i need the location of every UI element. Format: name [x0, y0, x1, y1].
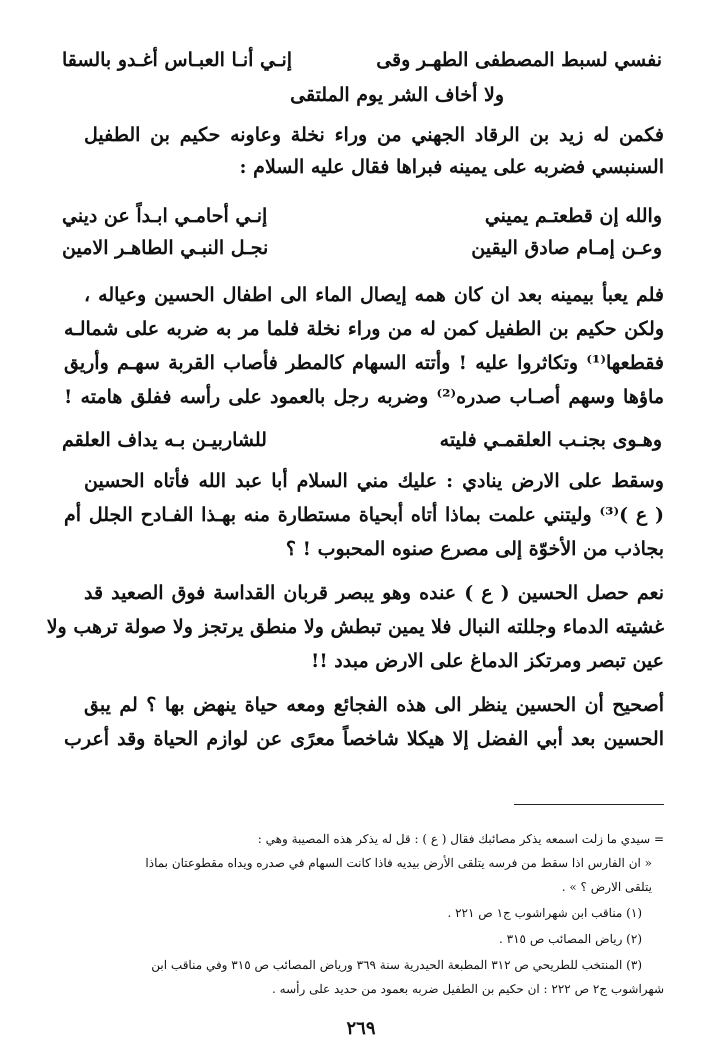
page-number: ٢٦٩ — [346, 1018, 376, 1039]
footnote-3-line-1: (٣) المنتخب للطريحي ص ٣١٢ المطبعة الحيدرية سنة ٣٦٩ ورياض المصائب ص ٣١٥ وفي مناقب ابن — [151, 958, 642, 972]
verse-2-row-2-left: نجـل النبـي الطاهـر الامين — [62, 237, 269, 259]
verse-1-left-hemistich: إنـي أنـا العبـاس أغـدو بالسقا — [62, 49, 293, 71]
verse-1-right-hemistich: نفسي لسبط المصطفى الطهـر وقى — [376, 49, 662, 71]
verse-2-row-2 — [62, 232, 662, 264]
para-5-line-2: الحسين بعد أبي الفضل إلا هيكلا شاخصاً معرًى عن لوازم الحياة وقد أعرب — [64, 728, 664, 750]
para-4-line-2: غشيته الدماء وجللته النبال فلا يمين تبطش ولا منطق يرتجز ولا صولة ترهب ولا — [46, 616, 664, 638]
para-5-line-1: أصحيح أن الحسين ينظر الى هذه الفجائع ومعه حياة ينهض بها ؟ لم يبق — [84, 694, 664, 716]
para-4-line-3: عين تبصر ومرتكز الدماغ على الارض مبدد !! — [310, 650, 664, 672]
footnote-2: (٢) رياض المصائب ص ٣١٥ . — [499, 932, 642, 946]
verse-3-left-hemistich: للشاربيـن بـه يداف العلقم — [62, 429, 267, 451]
verse-2-row-1 — [62, 200, 662, 232]
verse-3-row — [62, 424, 662, 456]
footnote-1: (١) مناقب ابن شهراشوب ج١ ص ٢٢١ . — [447, 906, 642, 920]
para-3-line-2: ( ع )⁽³⁾ وليتني علمت بماذا أتاه أبحياة مستطارة منه بهـذا الفـادح الجلل أم — [64, 504, 664, 526]
para-3-line-1: وسقط على الارض ينادي : عليك مني السلام أبا عبد الله فأتاه الحسين — [84, 470, 664, 492]
footnote-continued-line-3: يتلقى الارض ؟ » . — [561, 880, 652, 894]
verse-1-row — [62, 44, 662, 76]
footnote-continued-line-2: « ان الفارس اذا سقط من فرسه يتلقى الأرض بيديه فاذا كانت السهام في صدره ويداه مقطوعتان بماذا — [145, 856, 652, 870]
verse-2-row-1-left: إنـي أحامـي ابـداً عن ديني — [62, 205, 268, 227]
para-2-line-4: ماؤها وسهم أصـاب صدره⁽²⁾ وضربه رجل بالعمود على رأسه ففلق هامته ! — [64, 386, 665, 408]
para-2-line-3: فقطعها⁽¹⁾ وتكاثروا عليه ! وأتته السهام كالمطر فأصاب القربة سهـم وأريق — [64, 352, 664, 374]
para-2-line-2: ولكن حكيم بن الطفيل كمن له من وراء نخلة فلما مر به ضربه على شمالـه — [64, 318, 664, 340]
footnote-continued-line-1: = سيدي ما زلت اسمعه يذكر مصائبك فقال ( ع ) : قل له يذكر هذه المصيبة وهي : — [257, 832, 664, 846]
para-1-line-1: فكمن له زيد بن الرقاد الجهني من وراء نخلة وعاونه حكيم بن الطفيل — [84, 124, 664, 146]
verse-3-right-hemistich: وهـوى بجنـب العلقمـي فليته — [439, 429, 662, 451]
para-1-line-2: السنبسي فضربه على يمينه فبراها فقال عليه السلام : — [239, 156, 664, 178]
para-4-line-1: نعم حصل الحسين ( ع ) عنده وهو يبصر قربان القداسة فوق الصعيد قد — [84, 582, 664, 604]
footnote-3-line-2: شهراشوب ج٢ ص ٢٢٢ : ان حكيم بن الطفيل ضربه بعمود من حديد على رأسه . — [272, 982, 664, 996]
para-3-line-3: بجاذب من الأخوّة إلى مصرع صنوه المحبوب ! ؟ — [285, 538, 664, 560]
verse-1-line-2: ولا أخاف الشر يوم الملتقى — [290, 84, 504, 106]
verse-2-row-1-right: والله إن قطعتـم يميني — [484, 205, 662, 227]
para-2-line-1: فلم يعبأ بيمينه بعد ان كان همه إيصال الماء الى اطفال الحسين وعياله ، — [84, 284, 664, 306]
verse-2-row-2-right: وعـن إمـام صادق اليقين — [471, 237, 662, 259]
footnote-separator — [514, 804, 664, 805]
